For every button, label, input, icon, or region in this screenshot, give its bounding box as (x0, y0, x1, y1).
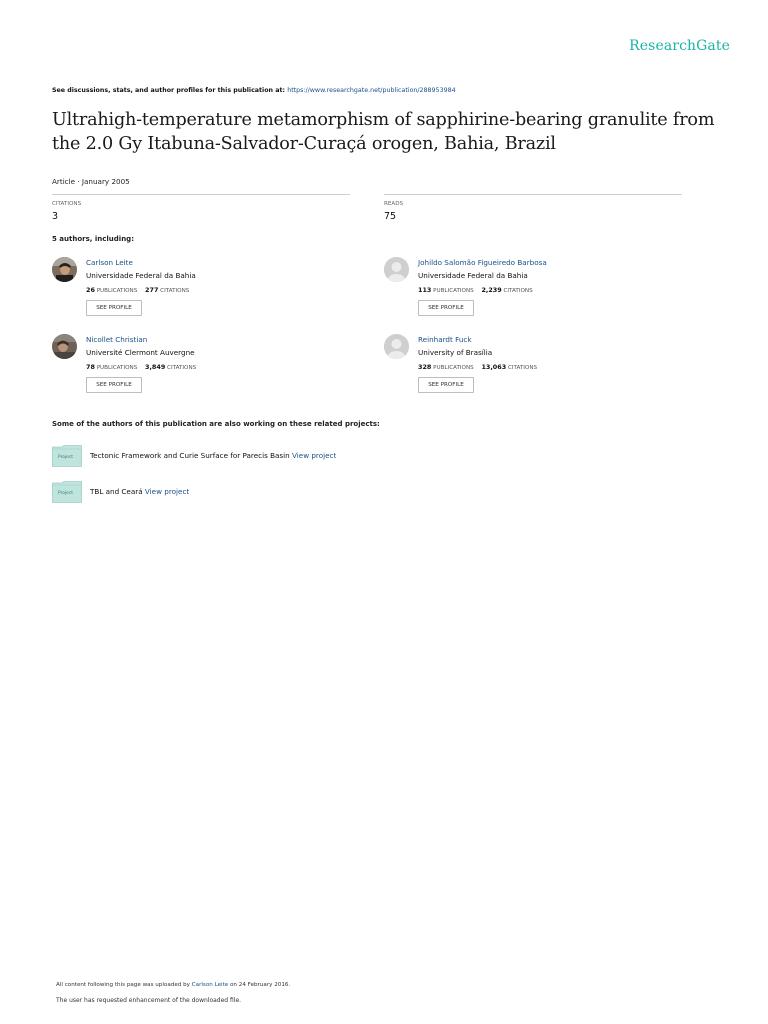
publications-label: PUBLICATIONS (96, 365, 138, 371)
project-name: TBL and Ceará (90, 487, 143, 496)
author-card (384, 334, 684, 404)
authors-heading: 5 authors, including: (52, 235, 134, 243)
author-stats (86, 363, 196, 371)
project-tag: Project (58, 455, 74, 460)
user-placeholder-icon (384, 334, 409, 359)
author-avatar[interactable] (52, 257, 77, 282)
author-avatar[interactable] (384, 334, 409, 359)
author-publications-count: 26 (86, 286, 95, 294)
author-photo-icon (52, 257, 77, 282)
author-avatar[interactable] (384, 257, 409, 282)
citations-count: 3 (52, 211, 59, 222)
publications-label: PUBLICATIONS (433, 365, 474, 371)
author-publications-count: 113 (418, 286, 432, 294)
uploader-link[interactable]: Carlson Leite (191, 982, 229, 988)
author-photo-icon (52, 334, 77, 359)
see-discussions-text: See discussions, stats, and author profiles for this publication at: (52, 87, 288, 94)
author-citations-count: 277 (145, 286, 159, 294)
project-text (90, 451, 336, 460)
author-name-link[interactable]: Reinhardt Fuck (418, 335, 472, 344)
citations-label: CITATIONS (503, 288, 533, 294)
citations-divider (52, 194, 350, 195)
upload-note (56, 982, 290, 988)
author-institution: University of Brasília (418, 348, 493, 357)
article-meta: Article · January 2005 (52, 177, 130, 186)
author-institution: Universidade Federal da Bahia (418, 271, 528, 280)
author-name-link[interactable]: Carlson Leite (86, 258, 133, 267)
related-projects-heading: Some of the authors of this publication are also working on these related projects: (52, 420, 380, 428)
author-avatar[interactable] (52, 334, 77, 359)
project-item (52, 481, 452, 505)
publication-url-link[interactable]: https://www.researchgate.net/publication/288953984 (287, 87, 456, 94)
citations-label: CITATIONS (52, 201, 82, 207)
see-profile-button[interactable]: SEE PROFILE (86, 300, 142, 316)
author-publications-count: 328 (418, 363, 432, 371)
see-profile-button[interactable]: SEE PROFILE (86, 377, 142, 393)
see-profile-button[interactable]: SEE PROFILE (418, 377, 474, 393)
author-name-link[interactable]: Johildo Salomão Figueiredo Barbosa (418, 258, 547, 267)
publications-label: PUBLICATIONS (433, 288, 474, 294)
project-item (52, 445, 452, 469)
author-institution: Universidade Federal da Bahia (86, 271, 196, 280)
publication-title: Ultrahigh-temperature metamorphism of sapphirine-bearing granulite from the 2.0 Gy Itabuna-Salvador-Curaçá orogen, Bahia, Brazil (52, 110, 715, 154)
author-stats (418, 286, 533, 294)
author-card (52, 257, 352, 327)
citations-label: CITATIONS (167, 365, 197, 371)
view-project-link[interactable]: View project (144, 487, 190, 496)
project-text (90, 487, 189, 496)
author-institution: Université Clermont Auvergne (86, 348, 195, 357)
author-citations-count: 2,239 (481, 286, 502, 294)
upload-note-prefix: All content following this page was uploaded by (56, 982, 192, 988)
enhancement-note: The user has requested enhancement of the downloaded file. (56, 997, 242, 1004)
citations-label: CITATIONS (507, 365, 538, 371)
reads-count: 75 (384, 211, 397, 222)
project-name: Tectonic Framework and Curie Surface for Parecis Basin (90, 451, 290, 460)
author-card (384, 257, 684, 327)
reads-label: READS (384, 201, 404, 207)
publications-label: PUBLICATIONS (96, 288, 138, 294)
author-name-link[interactable]: Nicollet Christian (86, 335, 148, 344)
author-stats (418, 363, 537, 371)
see-discussions-line (52, 87, 456, 94)
author-stats (86, 286, 189, 294)
author-citations-count: 3,849 (145, 363, 166, 371)
author-publications-count: 78 (86, 363, 95, 371)
view-project-link[interactable]: View project (292, 451, 337, 460)
author-card (52, 334, 352, 404)
author-citations-count: 13,063 (481, 363, 507, 371)
researchgate-logo[interactable]: ResearchGate (629, 38, 730, 54)
user-placeholder-icon (384, 257, 409, 282)
see-profile-button[interactable]: SEE PROFILE (418, 300, 474, 316)
upload-note-suffix: on 24 February 2016. (228, 982, 291, 988)
project-tag: Project (58, 491, 74, 496)
reads-divider (384, 194, 682, 195)
citations-label: CITATIONS (160, 288, 190, 294)
